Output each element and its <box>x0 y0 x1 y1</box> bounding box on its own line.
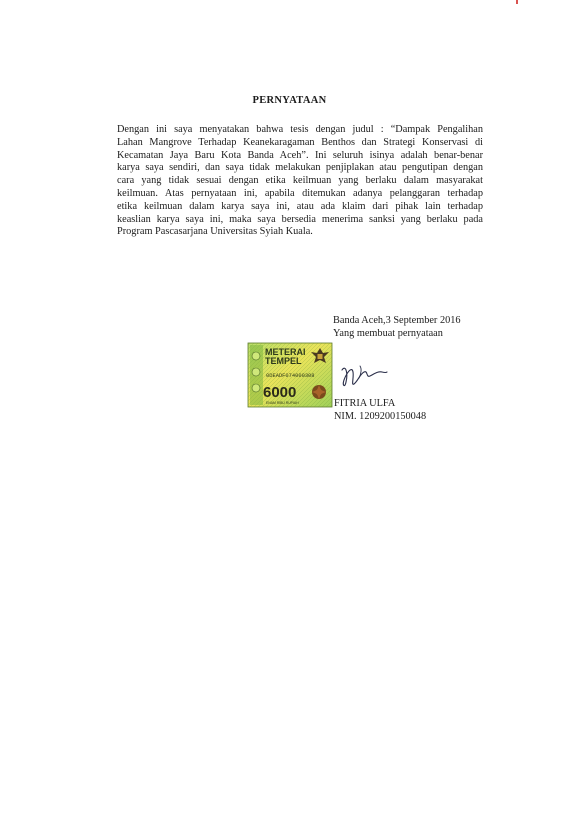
signer-caption: Yang membuat pernyataan <box>333 327 443 339</box>
stamp-title-line2: TEMPEL <box>265 356 302 366</box>
place-date: Banda Aceh,3 September 2016 <box>333 315 461 326</box>
paragraph-line: Lahan Mangrove Terhadap Keanekaragaman Benthos dan Strategi Konservasi di <box>117 136 483 148</box>
stamp-ornament-icon <box>312 385 326 399</box>
corner-mark <box>516 0 518 4</box>
paragraph-line: Kecamatan Jaya Baru Kota Banda Aceh”. Ini seluruh isinya adalah benar-benar <box>117 149 483 161</box>
stamp-title-line1: METERAI <box>265 347 306 357</box>
stamp-value: 6000 <box>263 384 297 401</box>
paragraph-line: etika keilmuan dalam karya saya ini, atau ada klaim dari pihak lain terhadap <box>117 200 483 212</box>
statement-paragraph <box>117 124 483 239</box>
paragraph-line: karya saya sendiri, dan saya tidak melakukan penjiplakan atau pengutipan dengan <box>117 162 483 174</box>
signature-header <box>333 315 461 341</box>
revenue-stamp <box>247 342 333 408</box>
signer-name: FITRIA ULFA <box>334 398 396 409</box>
paragraph-line: keaslian karya saya ini, maka saya bersedia menerima sanksi yang berlaku pada <box>117 213 483 225</box>
paragraph-line: cara yang tidak sesuai dengan etika keilmuan yang berlaku dalam masyarakat <box>117 175 483 187</box>
paragraph-line: Program Pascasarjana Universitas Syiah Kuala. <box>117 226 313 238</box>
signer-nim: NIM. 1209200150048 <box>334 410 427 422</box>
stamp-value-caption: ENAM RIBU RUPIAH <box>266 401 299 405</box>
handwritten-signature <box>338 360 390 392</box>
document-heading: PERNYATAAN <box>252 95 327 106</box>
signer-identity <box>334 398 426 424</box>
stamp-serial: 0DEADF074000308 <box>266 373 315 379</box>
paragraph-line: keilmuan. Atas pernyataan ini, apabila ditemukan adanya pelanggaran terhadap <box>117 187 483 199</box>
paragraph-line: Dengan ini saya menyatakan bahwa tesis dengan judul : “Dampak Pengalihan <box>117 124 483 135</box>
